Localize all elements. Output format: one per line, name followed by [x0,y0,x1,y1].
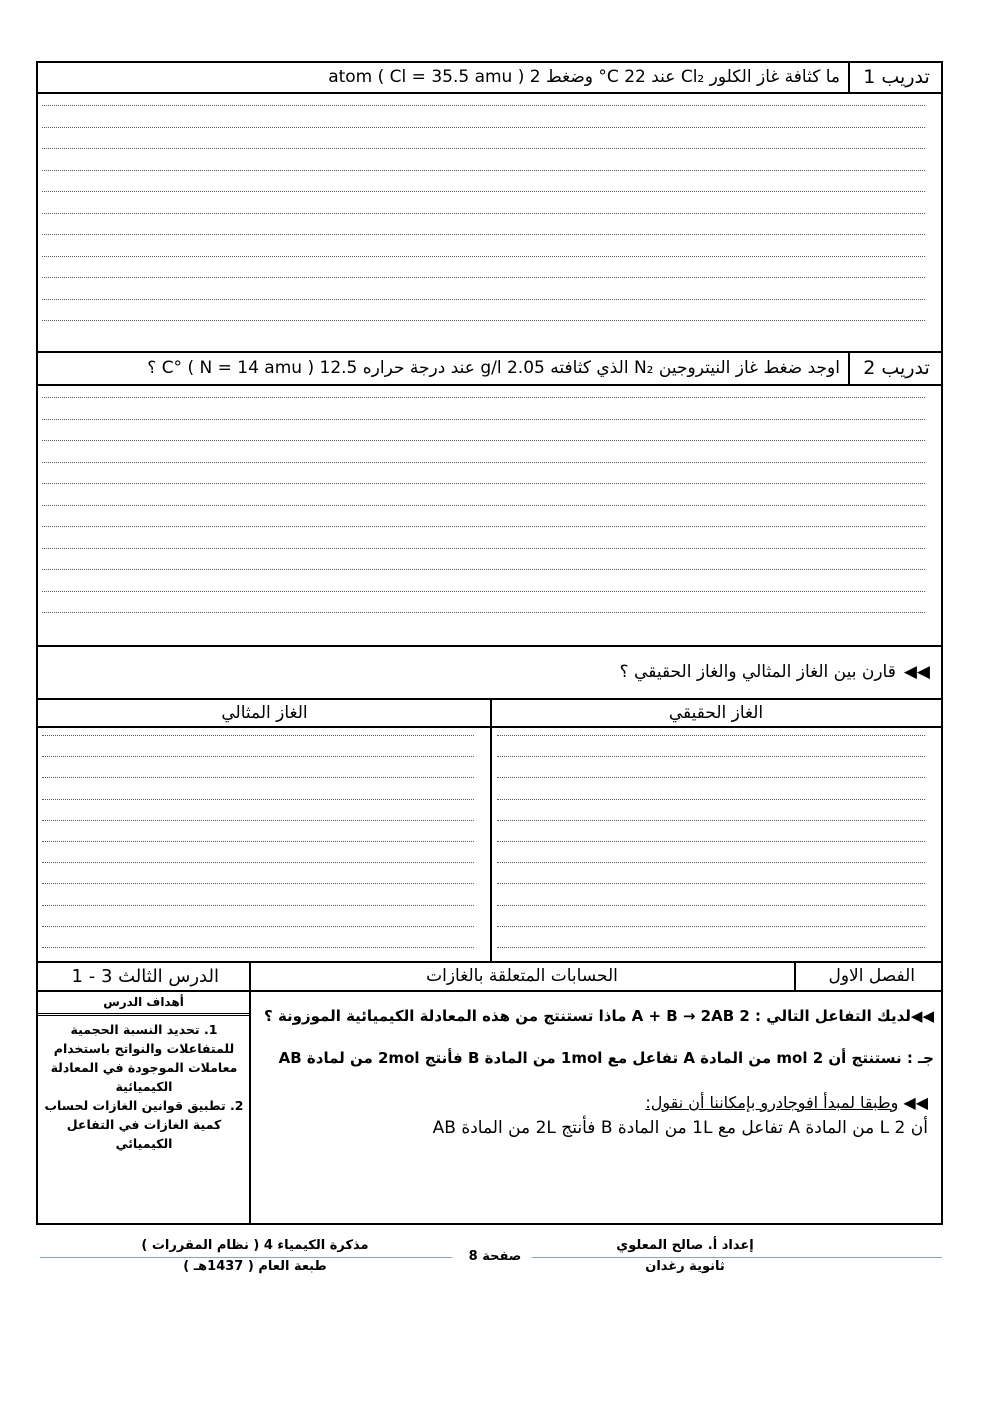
answer-dotted-line [42,926,474,927]
answer-dotted-line [42,799,474,800]
avogadro-text: أن 2 L من المادة A تفاعل مع 1L من المادة B فأنتج 2L من المادة AB [432,1118,928,1138]
double-arrow-icon: ◀◀ [903,662,930,682]
reaction-question: ◀◀لديك التفاعل التالي : 2 A + B → 2AB ماذا تستنتج من هذه المعادلة الكيميائية الموزونة ؟ [264,1007,934,1025]
answer-dotted-line [42,234,925,235]
answer-dotted-line [42,419,925,420]
chapter-label: الفصل الاول [828,966,915,986]
answer-dotted-line [497,777,925,778]
answer-dotted-line [42,735,474,736]
reaction-answer: جـ : نستنتج أن 2 mol من المادة A تفاعل مع 1mol من المادة B فأنتج 2mol من لمادة AB [278,1049,934,1067]
objectives-list [42,1020,246,1153]
answer-dotted-line [42,397,925,398]
answer-dotted-line [42,320,925,321]
footer-book: مذكرة الكيمياء 4 ( نظام المقررات ) [141,1238,369,1253]
footer-page: صفحة 8 [468,1249,522,1264]
answer-dotted-line [42,862,474,863]
objectives-title: أهداف الدرس [103,995,184,1009]
answer-dotted-line [42,612,925,613]
training1-answer-area[interactable] [38,93,941,351]
lesson-title: الحسابات المتعلقة بالغازات [426,966,618,986]
answer-dotted-line [497,735,925,736]
answer-dotted-line [42,820,474,821]
double-arrow-icon: ◀◀ [898,1093,928,1112]
answer-dotted-line [42,191,925,192]
answer-dotted-line [42,483,925,484]
footer-school: ثانوية رغدان [645,1259,725,1274]
answer-dotted-line [42,883,474,884]
answer-dotted-line [42,213,925,214]
objective-item: 2. تطبيق قوانين الغازات لحساب كمية الغازات في التفاعل الكيميائي [44,1098,244,1151]
training1-question: ما كثافة غاز الكلور Cl₂ عند 22 C° وضغط 2 atom ( Cl = 35.5 amu ) [328,67,840,87]
answer-dotted-line [42,127,925,128]
objective-item: 1. تحديد النسبة الحجمية للمتفاعلات والنواتج باستخدام معاملات الموجودة في المعادلة الكيميائية [50,1022,238,1094]
answer-dotted-line [497,926,925,927]
answer-dotted-line [42,569,925,570]
footer-edition: طبعة العام ( 1437هـ ) [183,1259,327,1274]
answer-dotted-line [497,841,925,842]
answer-dotted-line [497,820,925,821]
answer-dotted-line [42,526,925,527]
double-arrow-icon: ◀◀ [910,1007,934,1025]
answer-dotted-line [42,505,925,506]
avogadro-title: ◀◀ وطبقا لمبدأ افوجادرو بإمكاننا أن نقول: [645,1093,928,1112]
real-gas-header: الغاز الحقيقي [668,703,764,723]
answer-dotted-line [42,462,925,463]
training2-label: تدريب 2 [848,352,943,384]
answer-dotted-line [42,299,925,300]
ideal-gas-header: الغاز المثالي [221,703,308,723]
answer-dotted-line [42,440,925,441]
answer-dotted-line [42,256,925,257]
ideal-gas-answer-area[interactable] [38,727,490,961]
lesson-number: الدرس الثالث 3 - 1 [71,965,219,987]
training2-question: اوجد ضغط غاز النيتروجين N₂ الذي كثافته 2.05 g/l عند درجة حراره 12.5 C° ( N = 14 amu ) ؟ [147,358,840,378]
answer-dotted-line [42,170,925,171]
answer-dotted-line [42,905,474,906]
footer-author: إعداد أ. صالح المعلوي [616,1238,754,1253]
answer-dotted-line [497,883,925,884]
compare-question: ◀◀ قارن بين الغاز المثالي والغاز الحقيقي ؟ [619,662,930,682]
answer-dotted-line [42,591,925,592]
answer-dotted-line [42,277,925,278]
answer-dotted-line [42,777,474,778]
answer-dotted-line [497,862,925,863]
answer-dotted-line [497,947,925,948]
answer-dotted-line [497,756,925,757]
answer-dotted-line [42,148,925,149]
answer-dotted-line [42,947,474,948]
answer-dotted-line [42,841,474,842]
answer-dotted-line [42,548,925,549]
answer-dotted-line [497,905,925,906]
answer-dotted-line [42,756,474,757]
training2-answer-area[interactable] [38,385,941,645]
training1-label: تدريب 1 [848,61,943,93]
answer-dotted-line [42,105,925,106]
real-gas-answer-area[interactable] [493,727,941,961]
answer-dotted-line [497,799,925,800]
